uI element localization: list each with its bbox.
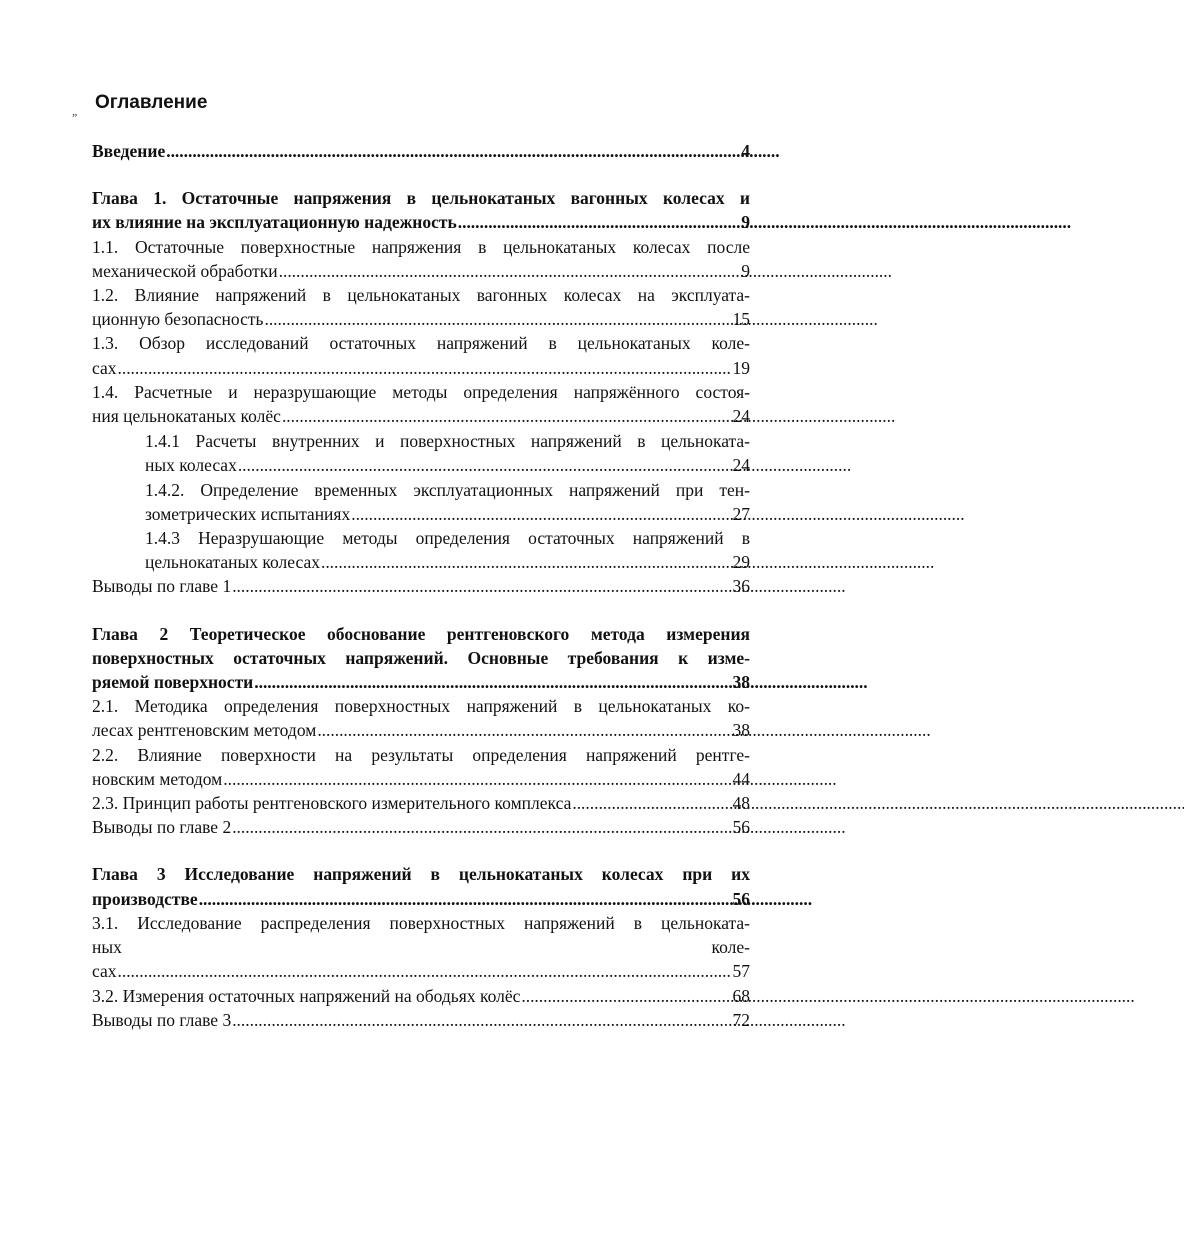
leader-dots xyxy=(118,356,732,380)
toc-title-line: 1.4.2. Определение временных эксплуатационных напряжений при тен- xyxy=(145,479,750,500)
toc-page: 56 xyxy=(732,888,750,909)
toc-page: 9 xyxy=(741,260,750,281)
toc-page: 24 xyxy=(732,455,750,476)
toc-title-line: сах xyxy=(92,961,117,982)
toc-title-line: Глава 3 Исследование напряжений в цельнокатаных колесах при их xyxy=(92,864,750,885)
toc-entry-chapter-3[interactable] xyxy=(92,862,750,910)
toc-title: Выводы по главе 2 xyxy=(92,817,232,838)
toc-title-word: коле- xyxy=(711,937,750,958)
toc-title-line: 1.2. Влияние напряжений в цельнокатаных вагонных колесах на эксплуата- xyxy=(92,285,750,306)
toc-entry-2-3[interactable] xyxy=(92,791,750,815)
toc-title: Выводы по главе 3 xyxy=(92,1009,232,1030)
toc-page: 29 xyxy=(732,552,750,573)
toc-title-line: 1.1. Остаточные поверхностные напряжения в цельнокатаных колесах после xyxy=(92,236,750,257)
toc-entry-1-3[interactable] xyxy=(92,331,750,379)
toc-entry-conclusions-3[interactable] xyxy=(92,1008,750,1032)
toc-title-line: Глава 2 Теоретическое обоснование рентгеновского метода измерения xyxy=(92,623,750,644)
toc-title-line: производстве xyxy=(92,888,198,909)
table-of-contents xyxy=(92,139,750,1032)
toc-page: 36 xyxy=(732,576,750,597)
toc-title-line: цельнокатаных колесах xyxy=(145,552,320,573)
toc-entry-chapter-2[interactable] xyxy=(92,622,750,695)
toc-title: Выводы по главе 1 xyxy=(92,576,232,597)
toc-entry-2-2[interactable] xyxy=(92,743,750,791)
toc-page: 48 xyxy=(732,793,750,814)
leader-dots xyxy=(232,574,731,598)
toc-page: 38 xyxy=(732,720,750,741)
toc-page: 72 xyxy=(732,1009,750,1030)
toc-title-line: ционную безопасность xyxy=(92,309,264,330)
toc-page: 57 xyxy=(732,961,750,982)
leader-dots xyxy=(264,307,731,331)
margin-mark: „ xyxy=(72,104,78,118)
toc-page: 44 xyxy=(732,768,750,789)
toc-title-line: Глава 1. Остаточные напряжения в цельнокатаных вагонных колесах и xyxy=(92,188,750,209)
page-title: Оглавление xyxy=(95,92,208,113)
toc-title-line: ных колесах xyxy=(145,455,237,476)
toc-entry-3-2[interactable] xyxy=(92,984,750,1008)
toc-title-line: новским методом xyxy=(92,768,223,789)
toc-page: 68 xyxy=(732,985,750,1006)
leader-dots xyxy=(458,210,741,234)
toc-page: 19 xyxy=(732,357,750,378)
toc-title-line: 3.1. Исследование распределения поверхностных напряжений в цельноката- xyxy=(92,912,750,933)
toc-page: 24 xyxy=(732,406,750,427)
toc-title-line xyxy=(92,935,750,959)
toc-entry-1-4-1[interactable] xyxy=(145,429,750,477)
toc-entry-1-4-2[interactable] xyxy=(145,478,750,526)
toc-title-line: 1.3. Обзор исследований остаточных напряжений в цельнокатаных коле- xyxy=(92,333,750,354)
toc-title: Введение xyxy=(92,141,166,161)
leader-dots xyxy=(321,550,732,574)
toc-title-line: механической обработки xyxy=(92,260,278,281)
leader-dots xyxy=(238,453,732,477)
leader-dots xyxy=(351,502,731,526)
toc-entry-conclusions-2[interactable] xyxy=(92,815,750,839)
toc-page: 4 xyxy=(741,141,750,161)
toc-entry-3-1[interactable] xyxy=(92,911,750,984)
leader-dots xyxy=(282,404,732,428)
toc-entry-1-4-3[interactable] xyxy=(145,526,750,574)
toc-entry-intro[interactable] xyxy=(92,139,750,163)
toc-entry-1-4[interactable] xyxy=(92,380,750,428)
leader-dots xyxy=(232,815,731,839)
leader-dots xyxy=(118,959,732,983)
leader-dots xyxy=(317,718,731,742)
toc-title-line: 2.1. Методика определения поверхностных напряжений в цельнокатаных ко- xyxy=(92,696,750,717)
leader-dots xyxy=(166,139,740,163)
toc-title: 2.3. Принцип работы рентгеновского измерительного комплекса xyxy=(92,793,572,814)
leader-dots xyxy=(279,259,741,283)
toc-title-line: 1.4.1 Расчеты внутренних и поверхностных напряжений в цельноката- xyxy=(145,431,750,452)
toc-page: 27 xyxy=(732,503,750,524)
leader-dots xyxy=(521,984,731,1008)
toc-page: 38 xyxy=(732,672,750,693)
toc-entry-1-1[interactable] xyxy=(92,235,750,283)
toc-entry-1-2[interactable] xyxy=(92,283,750,331)
toc-title-line: 2.2. Влияние поверхности на результаты определения напряжений рентге- xyxy=(92,744,750,765)
toc-page: 15 xyxy=(732,309,750,330)
toc-entry-2-1[interactable] xyxy=(92,694,750,742)
leader-dots xyxy=(199,887,732,911)
leader-dots xyxy=(254,670,731,694)
toc-title-line: зометрических испытаниях xyxy=(145,503,351,524)
toc-title-word: ных xyxy=(92,937,122,958)
toc-entry-chapter-1[interactable] xyxy=(92,186,750,234)
toc-title-line: ния цельнокатаных колёс xyxy=(92,406,281,427)
toc-page: 56 xyxy=(732,817,750,838)
toc-title: 3.2. Измерения остаточных напряжений на ободьях колёс xyxy=(92,985,521,1006)
toc-entry-conclusions-1[interactable] xyxy=(92,574,750,598)
toc-title-line: их влияние на эксплуатационную надежность xyxy=(92,212,457,233)
toc-title-line: поверхностных остаточных напряжений. Основные требования к изме- xyxy=(92,647,750,668)
leader-dots xyxy=(572,791,731,815)
toc-title-line: лесах рентгеновским методом xyxy=(92,720,317,741)
toc-title-line: ряемой поверхности xyxy=(92,672,254,693)
toc-title-line: 1.4.3 Неразрушающие методы определения остаточных напряжений в xyxy=(145,528,750,549)
leader-dots xyxy=(232,1008,731,1032)
leader-dots xyxy=(223,767,731,791)
toc-title-line: сах xyxy=(92,357,117,378)
toc-page: 9 xyxy=(741,212,750,233)
toc-title-line: 1.4. Расчетные и неразрушающие методы определения напряжённого состоя- xyxy=(92,381,750,402)
